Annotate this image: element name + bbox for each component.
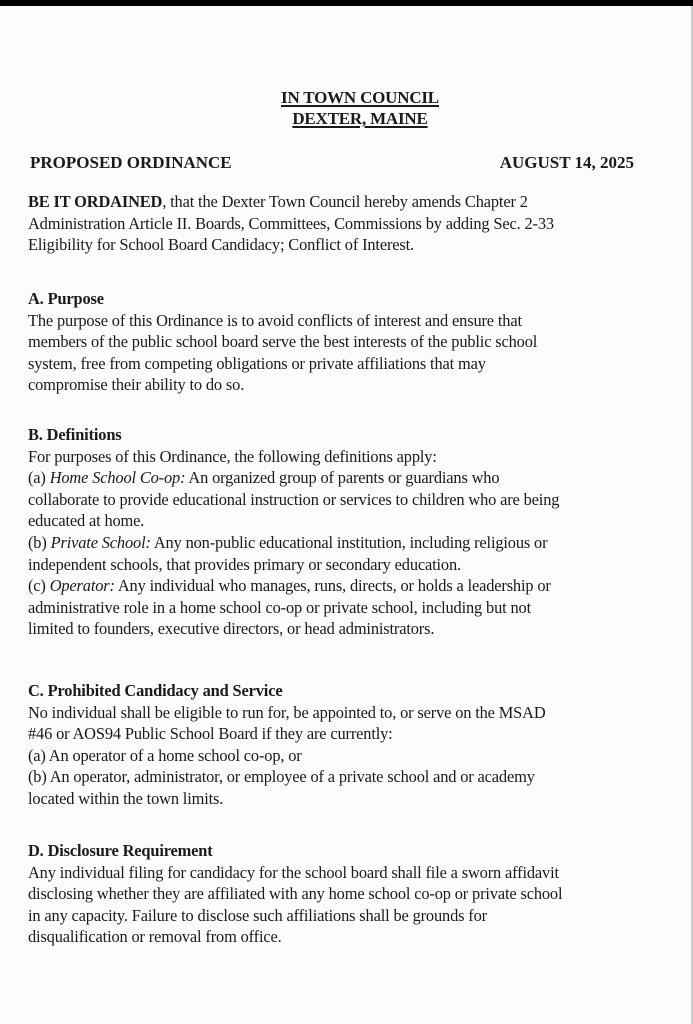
definition-item: (a) Home School Co-op: An organized group of parents or guardians who <box>28 468 500 488</box>
preamble <box>28 191 693 256</box>
section-line: (a) An operator of a home school co-op, or <box>28 745 302 765</box>
section-line: disqualification or removal from office. <box>28 927 282 947</box>
section-heading: C. Prohibited Candidacy and Service <box>28 681 283 700</box>
definition-item: (b) Private School: Any non-public educational institution, including religious or <box>28 532 548 552</box>
section-line: Any individual filing for candidacy for the school board shall file a sworn affidavit <box>28 862 559 882</box>
definition-item: (c) Operator: Any individual who manages, runs, directs, or holds a leadership or <box>28 576 551 596</box>
section-line: located within the town limits. <box>28 788 224 808</box>
section-line: For purposes of this Ordinance, the following definitions apply: <box>28 446 437 466</box>
section-line: limited to founders, executive directors, or head administrators. <box>28 619 435 639</box>
section-line: educated at home. <box>28 511 145 531</box>
document-title: PROPOSED ORDINANCE <box>30 153 232 172</box>
section-line: members of the public school board serve the best interests of the public school <box>28 332 538 352</box>
section-heading: B. Definitions <box>28 425 122 444</box>
section-line: system, free from competing obligations or private affiliations that may <box>28 353 486 373</box>
section-line: compromise their ability to do so. <box>28 375 245 395</box>
section-line: No individual shall be eligible to run for, be appointed to, or serve on the MSAD <box>28 702 546 722</box>
section-heading: A. Purpose <box>28 289 104 308</box>
preamble-lead: BE IT ORDAINED <box>28 192 163 211</box>
section-line: (b) An operator, administrator, or employee of a private school and or academy <box>28 767 535 787</box>
title-row <box>30 152 634 174</box>
section-line: independent schools, that provides primary or secondary education. <box>28 554 461 574</box>
definition-term: Operator: <box>49 576 115 596</box>
header-town: DEXTER, MAINE <box>292 109 428 128</box>
section-definitions <box>28 424 693 640</box>
section-heading: D. Disclosure Requirement <box>28 841 213 860</box>
section-disclosure <box>28 840 693 948</box>
preamble-line: BE IT ORDAINED, that the Dexter Town Council hereby amends Chapter 2 <box>28 192 528 211</box>
section-line: in any capacity. Failure to disclose such affiliations shall be grounds for <box>28 905 487 925</box>
document-header <box>0 87 693 129</box>
section-prohibited <box>28 680 693 810</box>
preamble-line: Eligibility for School Board Candidacy; Conflict of Interest. <box>28 235 414 255</box>
section-line: disclosing whether they are affiliated with any home school co-op or private school <box>28 884 563 904</box>
section-purpose <box>28 288 693 396</box>
section-line: collaborate to provide educational instruction or services to children who are being <box>28 489 560 509</box>
section-line: The purpose of this Ordinance is to avoid conflicts of interest and ensure that <box>28 310 522 330</box>
document-date: AUGUST 14, 2025 <box>499 153 634 172</box>
header-council: IN TOWN COUNCIL <box>281 88 439 107</box>
section-line: administrative role in a home school co-op or private school, including but not <box>28 597 531 617</box>
definition-term: Private School: <box>50 532 151 552</box>
definition-term: Home School Co-op: <box>49 468 186 488</box>
section-line: #46 or AOS94 Public School Board if they are currently: <box>28 724 393 744</box>
preamble-line: Administration Article II. Boards, Committees, Commissions by adding Sec. 2-33 <box>28 213 554 233</box>
